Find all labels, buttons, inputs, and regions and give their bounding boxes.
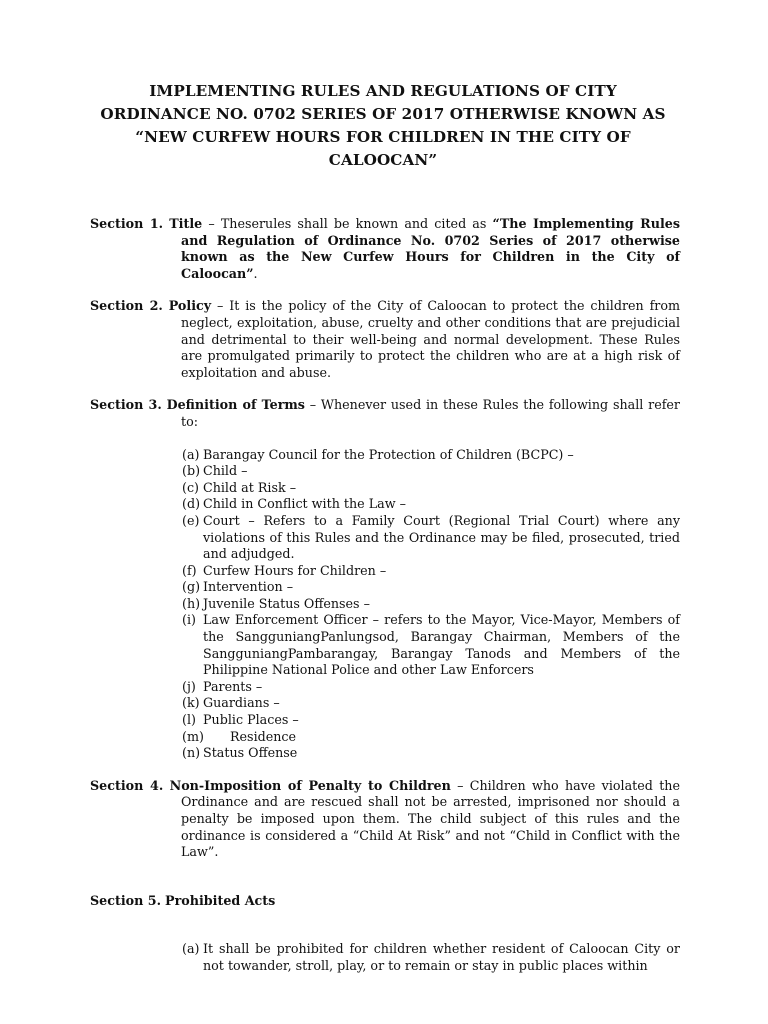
- section-3-text: – Whenever used in these Rules the following shall refer to:: [181, 397, 680, 429]
- prohibited-acts-list: [90, 941, 680, 974]
- item-text: Law Enforcement Officer – refers to the Mayor, Vice-Mayor, Members of the SangguniangPanlungsod, Barangay Chairman, Members of the SangguniangPambarangay, Barangay Tanods and Members of the Philippine National Police and other Law Enforcers: [203, 612, 680, 678]
- title-line-2: ORDINANCE NO. 0702 SERIES OF 2017 OTHERWISE KNOWN AS: [100, 105, 666, 123]
- section-1-label: Section 1.: [90, 216, 164, 231]
- section-1-title: Title: [169, 216, 203, 231]
- item-marker: (h): [182, 595, 201, 611]
- item-text: Child –: [203, 463, 248, 479]
- item-text: Parents –: [203, 678, 263, 694]
- item-text: Guardians –: [203, 695, 280, 711]
- list-item: [182, 679, 680, 696]
- item-marker: (f): [182, 562, 197, 578]
- item-marker: (d): [182, 496, 201, 512]
- section-3-label: Section 3.: [90, 397, 162, 413]
- section-5-label: Section 5.: [90, 892, 161, 908]
- item-text: Intervention –: [203, 579, 294, 595]
- list-item: [182, 695, 680, 712]
- document-title: [90, 80, 676, 172]
- list-item: [182, 596, 680, 613]
- item-marker: (j): [182, 678, 196, 694]
- section-2-text: – It is the policy of the City of Caloocan to protect the children from neglect, exploitation, abuse, cruelty and other conditions that are prejudicial and detrimental to their well-being and normal development. These Rules are promulgated primarily to protect the children who are at a high risk of exploitation and abuse.: [181, 298, 680, 380]
- section-3: [90, 397, 680, 430]
- item-text: Barangay Council for the Protection of Children (BCPC) –: [203, 446, 574, 462]
- list-item: [182, 496, 680, 513]
- section-2-title: Policy: [168, 298, 212, 314]
- item-text: Curfew Hours for Children –: [203, 562, 387, 578]
- item-marker: (c): [182, 479, 200, 495]
- list-item: [182, 941, 680, 974]
- item-marker: (e): [182, 512, 200, 528]
- section-3-title: Definition of Terms: [166, 397, 305, 413]
- section-4-title: Non-Imposition of Penalty to Children: [169, 777, 451, 793]
- item-marker: (m): [182, 728, 204, 744]
- definitions-list: [90, 447, 680, 762]
- list-item: [182, 563, 680, 580]
- item-marker: (a): [182, 941, 200, 957]
- list-item: [182, 463, 680, 480]
- list-item: [182, 513, 680, 563]
- list-item: [182, 579, 680, 596]
- item-text: Court – Refers to a Family Court (Regional Trial Court) where any violations of this Rules and the Ordinance may be filed, prosecuted, tried and adjudged.: [203, 512, 680, 562]
- item-text: Child in Conflict with the Law –: [203, 496, 406, 512]
- item-text: Residence: [230, 728, 297, 744]
- section-2: [90, 298, 680, 381]
- section-5-title: Prohibited Acts: [165, 892, 276, 908]
- title-line-1: IMPLEMENTING RULES AND REGULATIONS OF CITY: [149, 82, 617, 100]
- section-1-text: – Theserules shall be known and cited as: [202, 216, 493, 231]
- item-text: Child at Risk –: [203, 479, 297, 495]
- item-marker: (n): [182, 745, 201, 761]
- item-marker: (i): [182, 612, 196, 628]
- item-text: It shall be prohibited for children whether resident of Caloocan City or not towander, stroll, play, or to remain or stay in public places within: [203, 941, 680, 973]
- section-1: [90, 216, 680, 282]
- section-4-label: Section 4.: [90, 777, 164, 793]
- list-item: [182, 447, 680, 464]
- section-4: [90, 778, 680, 861]
- section-2-label: Section 2.: [90, 298, 163, 314]
- title-line-3: “NEW CURFEW HOURS FOR CHILDREN IN THE CITY OF: [135, 128, 631, 146]
- item-text: Juvenile Status Offenses –: [203, 595, 370, 611]
- item-text: Public Places –: [203, 712, 299, 728]
- title-line-4: CALOOCAN”: [328, 151, 438, 169]
- list-item: [182, 712, 680, 729]
- item-marker: (l): [182, 712, 196, 728]
- list-item: [182, 729, 680, 746]
- list-item: [182, 480, 680, 497]
- item-text: Status Offense: [203, 745, 298, 761]
- section-1-quoted-title: “The Implementing Rules and Regulation of Ordinance No. 0702 Series of 2017 otherwise known as the New Curfew Hours for Children in the City of Caloocan”: [181, 216, 680, 281]
- item-marker: (a): [182, 446, 200, 462]
- section-4-text: – Children who have violated the Ordinance and are rescued shall not be arrested, imprisoned nor should a penalty be imposed upon them. The child subject of this rules and the ordinance is considered a “Child At Risk” and not “Child in Conflict with the Law”.: [181, 777, 680, 860]
- list-item: [182, 745, 680, 762]
- item-marker: (k): [182, 695, 200, 711]
- list-item: [182, 612, 680, 678]
- item-marker: (g): [182, 579, 201, 595]
- item-marker: (b): [182, 463, 201, 479]
- section-1-end: .: [253, 265, 258, 281]
- section-5: [90, 893, 680, 910]
